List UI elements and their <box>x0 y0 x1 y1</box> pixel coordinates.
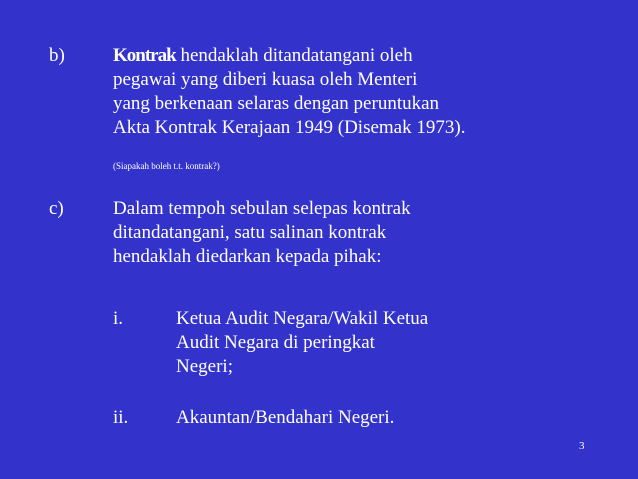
item-b-note: (Siapakah boleh t.t. kontrak?) <box>113 161 220 171</box>
item-c-text <box>113 197 411 269</box>
item-b-text <box>113 44 465 140</box>
subitem-ii-line-1: Akauntan/Bendahari Negeri. <box>176 407 395 428</box>
item-b-line-2: pegawai yang diberi kuasa oleh Menteri <box>113 69 418 90</box>
subitem-i-line-2: Audit Negara di peringkat <box>176 332 375 353</box>
item-c-line-3: hendaklah diedarkan kepada pihak: <box>113 246 382 267</box>
item-b-bold-word: Kontrak <box>113 45 176 66</box>
subitem-i-text <box>176 307 428 379</box>
subitem-i-marker: i. <box>113 308 124 329</box>
subitem-ii-text <box>176 406 394 430</box>
item-c-line-2: ditandatangani, satu salinan kontrak <box>113 222 387 243</box>
page-number: 3 <box>579 440 585 452</box>
item-b-line-4: Akta Kontrak Kerajaan 1949 (Disemak 1973). <box>113 117 466 138</box>
item-b-line-1 <box>113 44 465 68</box>
item-c-line-1: Dalam tempoh sebulan selepas kontrak <box>113 198 411 219</box>
subitem-i-line-3: Negeri; <box>176 356 233 377</box>
item-b-marker: b) <box>49 45 65 66</box>
item-b-line-1-rest: hendaklah ditandatangani oleh <box>175 45 413 66</box>
subitem-ii-marker: ii. <box>113 407 129 428</box>
item-c-marker: c) <box>49 198 64 219</box>
subitem-i-line-1: Ketua Audit Negara/Wakil Ketua <box>176 308 429 329</box>
item-b-line-3: yang berkenaan selaras dengan peruntukan <box>113 93 440 114</box>
